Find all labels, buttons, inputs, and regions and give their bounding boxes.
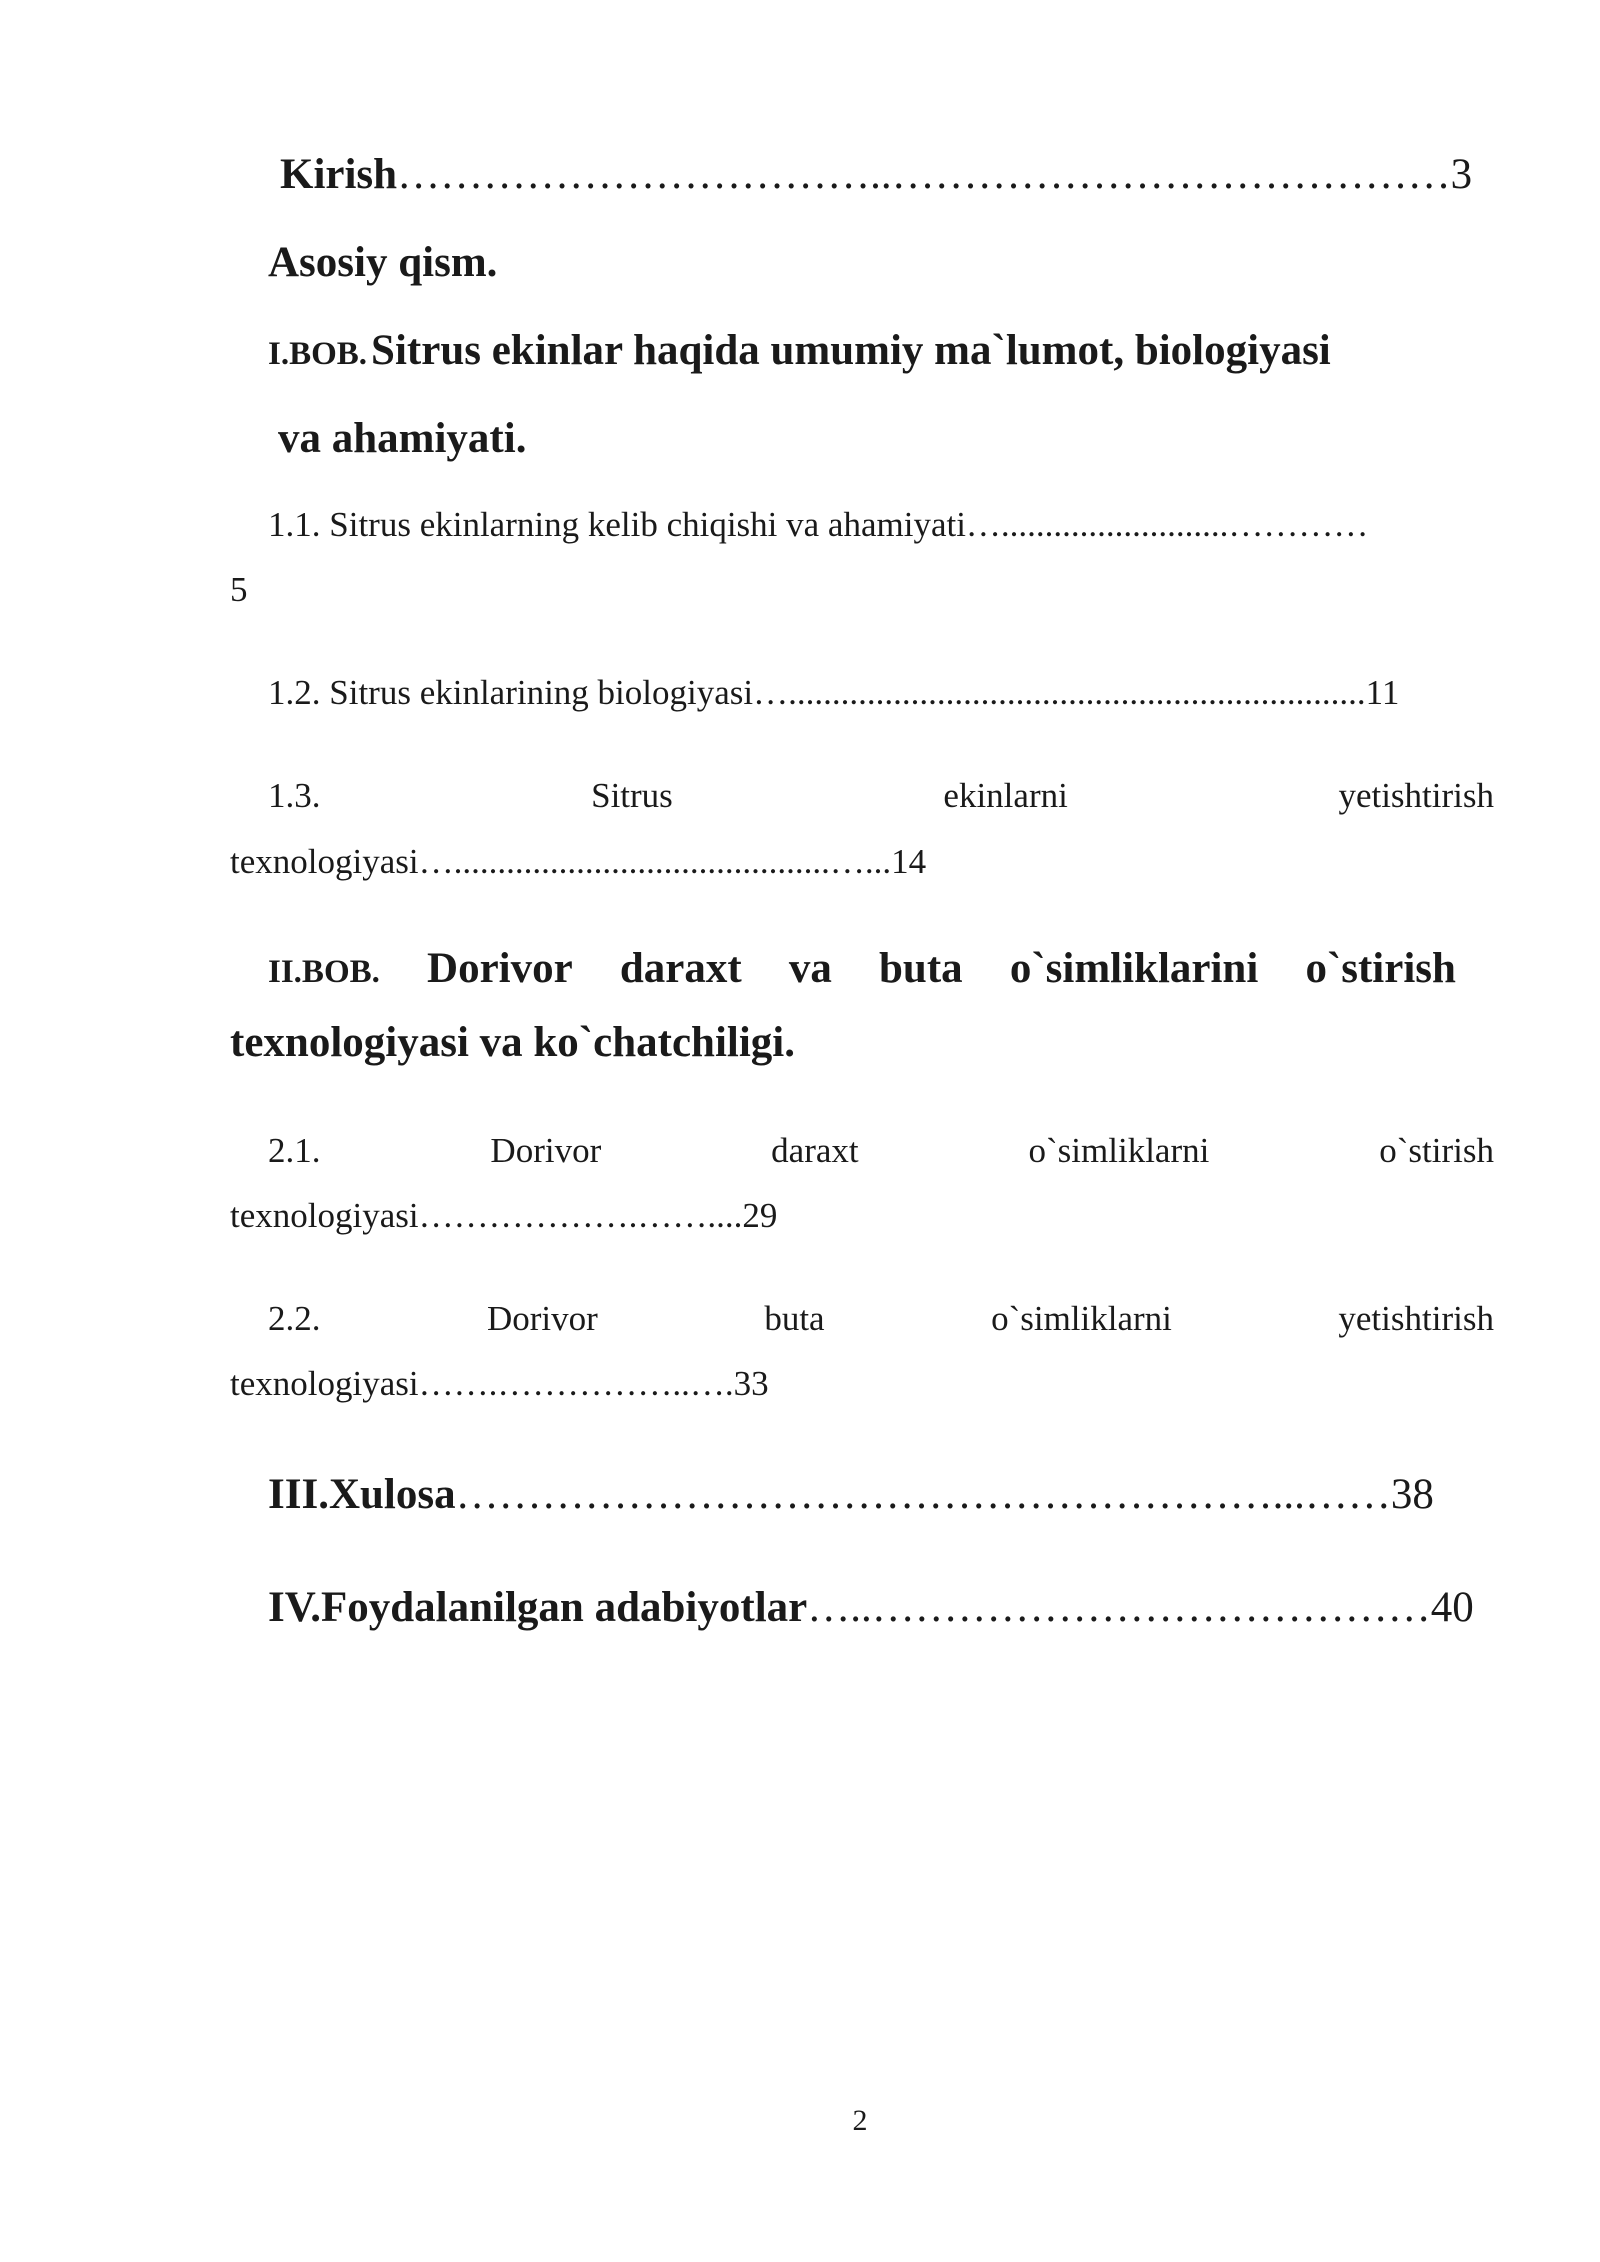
toc-word: yetishtirish (1338, 776, 1494, 815)
toc-entry-1-2: 1.2. Sitrus ekinlarining biologiyasi…..................................................................11 (268, 673, 1400, 712)
toc-leader-adabiyotlar: …..………………………………… (807, 1584, 1431, 1631)
toc-entry-2-1-line2: texnologiyasi……………….……....29 (230, 1196, 778, 1235)
chapter-title-1-line1: Sitrus ekinlar haqida umumiy ma`lumot, biologiyasi (371, 327, 1331, 374)
toc-entry-1-3-line2: texnologiyasi…...........................................…...14 (230, 842, 927, 881)
chapter-word: daraxt (619, 945, 742, 992)
toc-entry-1-1: 1.1. Sitrus ekinlarning kelib chiqishi va ahamiyati…..........................………… (268, 505, 1369, 544)
toc-page-adabiyotlar: 40 (1430, 1584, 1474, 1631)
chapter-word: buta (879, 945, 963, 992)
chapter-word: Dorivor (427, 945, 573, 992)
chapter-prefix-1: I.BOB. (268, 336, 368, 372)
toc-word: yetishtirish (1338, 1299, 1494, 1338)
page-number: 2 (852, 2104, 868, 2137)
chapter-word: o`stirish (1305, 945, 1456, 992)
chapter-word: o`simliklarini (1009, 945, 1259, 992)
toc-title-kirish: Kirish (280, 151, 398, 198)
chapter-word: va (788, 945, 832, 992)
toc-entry-1-3-line1 (268, 776, 1494, 816)
toc-word: ekinlarni (943, 776, 1068, 815)
chapter-title-1-line2: va ahamiyati. (278, 415, 527, 462)
chapter-prefix-2: II.BOB. (268, 954, 380, 990)
toc-entry-xulosa (268, 1470, 1434, 1519)
toc-entry-kirish (280, 150, 1472, 199)
toc-page-kirish: 3 (1450, 151, 1473, 198)
toc-leader-xulosa: …………………………………………………...…… (455, 1471, 1391, 1518)
toc-word: o`simliklarni (1028, 1131, 1210, 1170)
toc-page-1-1: 5 (230, 570, 248, 609)
toc-word: daraxt (771, 1131, 859, 1170)
toc-entry-adabiyotlar (268, 1583, 1474, 1632)
toc-word: 1.3. (268, 776, 321, 815)
toc-entry-2-1-line1 (268, 1131, 1494, 1171)
toc-title-adabiyotlar: IV.Foydalanilgan adabiyotlar (268, 1584, 808, 1631)
toc-word: 2.2. (268, 1299, 321, 1338)
toc-word: Dorivor (490, 1131, 602, 1170)
toc-entry-2-2-line2: texnologiyasi…….……………..….33 (230, 1364, 769, 1403)
toc-word: 2.1. (268, 1131, 321, 1170)
toc-word: o`stirish (1379, 1131, 1494, 1170)
toc-word: o`simliklarni (991, 1299, 1172, 1338)
toc-word: buta (764, 1299, 825, 1338)
chapter-heading-1 (268, 326, 1331, 375)
toc-word: Sitrus (591, 776, 673, 815)
chapter-title-2-line2: texnologiyasi va ko`chatchiligi. (230, 1019, 795, 1066)
toc-word: Dorivor (487, 1299, 598, 1338)
chapter-heading-2 (268, 944, 1456, 993)
toc-leader-kirish: ……………………………..………………………………… (397, 151, 1451, 198)
section-heading-asosiy: Asosiy qism. (268, 239, 498, 286)
toc-title-xulosa: III.Xulosa (268, 1471, 456, 1518)
toc-page-xulosa: 38 (1390, 1471, 1434, 1518)
toc-entry-2-2-line1 (268, 1299, 1494, 1339)
